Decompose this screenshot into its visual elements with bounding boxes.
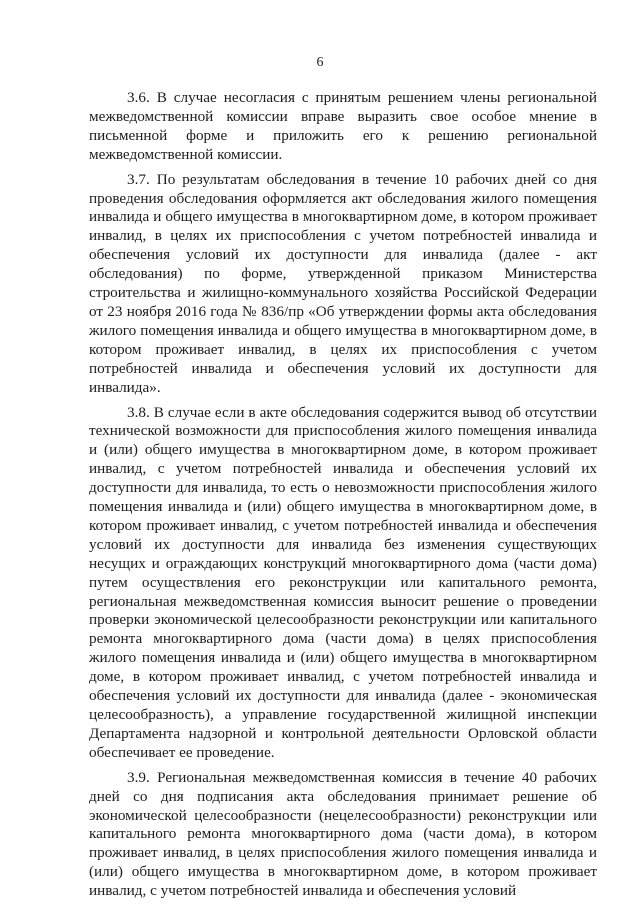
paragraph-3-8: 3.8. В случае если в акте обследования содержится вывод об отсутствии технической возможности для приспособления жилого помещения инвалида и (или) общего имущества в многоквартирном доме, в котором проживает инвалид, с учетом потребностей инвалида и обеспечения условий их доступности для инвалида, то есть о невозможности приспособления жилого помещения инвалида и (или) общего имущества в многоквартирном доме, в котором проживает инвалид, с учетом потребностей инвалида и обеспечения условий их доступности для инвалида без изменения существующих несущих и ограждающих конструкций многоквартирного дома (части дома) путем осуществления его реконструкции или капитального ремонта, региональная межведомственная комиссия выносит решение о проведении проверки экономической целесообразности реконструкции или капитального ремонта многоквартирного дома (части дома) в целях приспособления жилого помещения инвалида и (или) общего имущества в многоквартирном доме, в котором проживает инвалид, с учетом потребностей инвалида и обеспечения условий их доступности для инвалида (далее - экономическая целесообразность), а управление государственной жилищной инспекции Департамента надзорной и контрольной деятельности Орловской области обеспечивает ее проведение. bbox=[89, 403, 597, 761]
page-number: 6 bbox=[316, 55, 324, 70]
paragraph-3-7: 3.7. По результатам обследования в течение 10 рабочих дней со дня проведения обследования оформляется акт обследования жилого помещения инвалида и общего имущества в многоквартирном доме, в котором проживает инвалид, в целях их приспособления с учетом потребностей инвалида и обеспечения условий их доступности для инвалида (далее - акт обследования) по форме, утвержденной приказом Министерства строительства и жилищно-коммунального хозяйства Российской Федерации от 23 ноября 2016 года № 836/пр «Об утверждении формы акта обследования жилого помещения инвалида и общего имущества в многоквартирном доме, в котором проживает инвалид, в целях их приспособления с учетом потребностей инвалида и обеспечения условий их доступности для инвалида». bbox=[89, 170, 597, 396]
document-body bbox=[89, 89, 597, 901]
paragraph-3-6: 3.6. В случае несогласия с принятым решением члены региональной межведомственной комиссии вправе выразить свое особое мнение в письменной форме и приложить его к решению региональной межведомственной комиссии. bbox=[89, 89, 597, 163]
paragraph-3-9: 3.9. Региональная межведомственная комиссия в течение 40 рабочих дней со дня подписания акта обследования принимает решение об экономической целесообразности (нецелесообразности) реконструкции или капитального ремонта многоквартирного дома (части дома), в котором проживает инвалид, в целях приспособления жилого помещения инвалида и (или) общего имущества в многоквартирном доме, в котором проживает инвалид, с учетом потребностей инвалида и обеспечения условий bbox=[89, 768, 597, 900]
